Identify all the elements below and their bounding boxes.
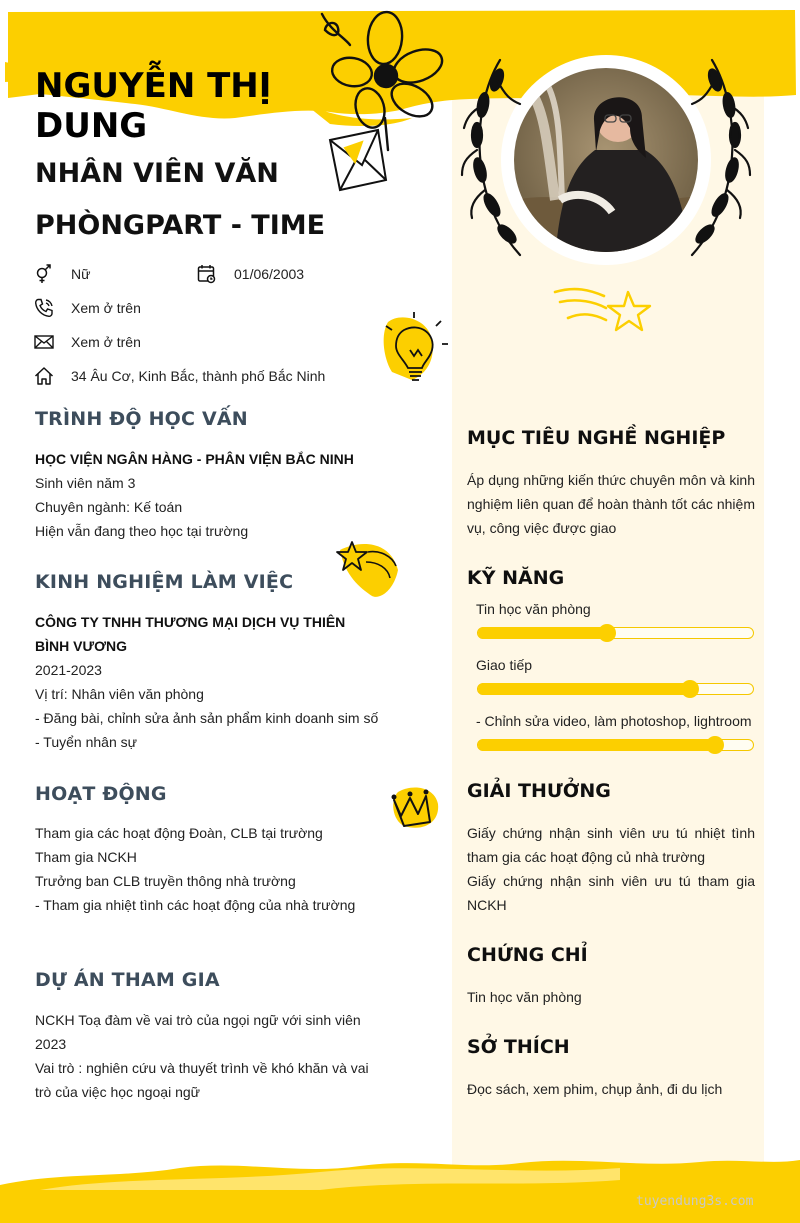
experience-section xyxy=(35,610,380,754)
award-item: Giấy chứng nhận sinh viên ưu tú nhiệt tình tham gia các hoạt động củ nhà trường xyxy=(467,825,755,865)
skill-fill xyxy=(478,739,715,751)
hobbies-heading: SỞ THÍCH xyxy=(467,1036,570,1058)
activity-line: Tham gia các hoạt động Đoàn, CLB tại trường xyxy=(35,825,323,841)
experience-company: CÔNG TY TNHH THƯƠNG MẠI DỊCH VỤ THIÊN BÌNH VƯƠNG xyxy=(35,614,346,654)
skill-knob xyxy=(681,680,699,698)
education-line: Sinh viên năm 3 xyxy=(35,475,136,491)
projects-section xyxy=(35,1008,380,1104)
skills-heading: KỸ NĂNG xyxy=(467,567,565,589)
calendar-icon xyxy=(197,264,217,284)
experience-line: Vị trí: Nhân viên văn phòng xyxy=(35,686,204,702)
activities-section xyxy=(35,821,415,917)
contact-phone xyxy=(34,298,141,318)
phone-icon xyxy=(34,298,54,318)
projects-heading: DỰ ÁN THAM GIA xyxy=(35,969,220,991)
awards-section xyxy=(467,821,755,917)
awards-heading: GIẢI THƯỞNG xyxy=(467,780,611,802)
skill-fill xyxy=(478,683,690,695)
certificate-item: Tin học văn phòng xyxy=(467,989,582,1005)
hobbies-text: Đọc sách, xem phim, chụp ảnh, đi du lịch xyxy=(467,1081,723,1097)
activity-line: - Tham gia nhiệt tình các hoạt động của nhà trường xyxy=(35,897,356,913)
skill-bar xyxy=(477,739,754,751)
skill-bar xyxy=(477,627,754,639)
skill-fill xyxy=(478,627,607,639)
award-item: Giấy chứng nhận sinh viên ưu tú tham gia NCKH xyxy=(467,873,755,913)
gender-value: Nữ xyxy=(71,266,91,282)
address-value: 34 Âu Cơ, Kinh Bắc, thành phố Bắc Ninh xyxy=(71,368,326,384)
project-role: Vai trò : nghiên cứu và thuyết trình về khó khăn và vai trò của việc học ngoại ngữ xyxy=(35,1060,369,1100)
skill-label: - Chỉnh sửa video, làm photoshop, lightroom xyxy=(476,713,752,729)
education-line: Chuyên ngành: Kế toán xyxy=(35,499,183,515)
home-icon xyxy=(34,366,54,386)
experience-heading: KINH NGHIỆM LÀM VIỆC xyxy=(35,571,294,593)
education-section xyxy=(35,447,415,543)
objective-heading: MỤC TIÊU NGHỀ NGHIỆP xyxy=(467,427,726,449)
lightbulb-doodle xyxy=(384,312,448,380)
watermark: tuyendung3s.com xyxy=(636,1194,754,1209)
experience-line: 2021-2023 xyxy=(35,662,102,678)
skill-knob xyxy=(706,736,724,754)
education-heading: TRÌNH ĐỘ HỌC VẤN xyxy=(35,408,248,430)
contact-address xyxy=(34,366,325,386)
contact-birthdate xyxy=(197,264,304,284)
gender-icon xyxy=(34,264,54,284)
job-title: NHÂN VIÊN VĂN PHÒNGPART - TIME xyxy=(35,158,326,241)
activity-line: Trưởng ban CLB truyền thông nhà trường xyxy=(35,873,296,889)
education-line: Hiện vẫn đang theo học tại trường xyxy=(35,523,249,539)
education-school: HỌC VIỆN NGÂN HÀNG - PHÂN VIỆN BẮC NINH xyxy=(35,451,354,467)
contact-gender xyxy=(34,264,90,284)
shooting-star-doodle-left xyxy=(337,542,398,597)
full-name: NGUYỄN THỊ DUNG xyxy=(35,66,272,146)
experience-line: - Đăng bài, chỉnh sửa ảnh sản phẩm kinh doanh sim số xyxy=(35,710,379,726)
skill-bar xyxy=(477,683,754,695)
experience-line: - Tuyển nhân sự xyxy=(35,734,137,750)
skill-label: Tin học văn phòng xyxy=(476,601,591,617)
project-title: NCKH Toạ đàm về vai trò của ngọi ngữ với sinh viên 2023 xyxy=(35,1012,361,1052)
email-icon xyxy=(34,332,54,352)
email-value: Xem ở trên xyxy=(71,334,141,350)
phone-value: Xem ở trên xyxy=(71,300,141,316)
shooting-star-doodle-right xyxy=(555,289,650,330)
birthdate-value: 01/06/2003 xyxy=(234,266,305,282)
skill-label: Giao tiếp xyxy=(476,657,533,673)
activity-line: Tham gia NCKH xyxy=(35,849,137,865)
activities-heading: HOẠT ĐỘNG xyxy=(35,783,167,805)
contact-email xyxy=(34,332,141,352)
objective-text: Áp dụng những kiến thức chuyên môn và kinh nghiệm liên quan để hoàn thành tốt các nhiệm vụ, công việc được giao xyxy=(467,472,755,536)
certificates-heading: CHỨNG CHỈ xyxy=(467,944,588,966)
